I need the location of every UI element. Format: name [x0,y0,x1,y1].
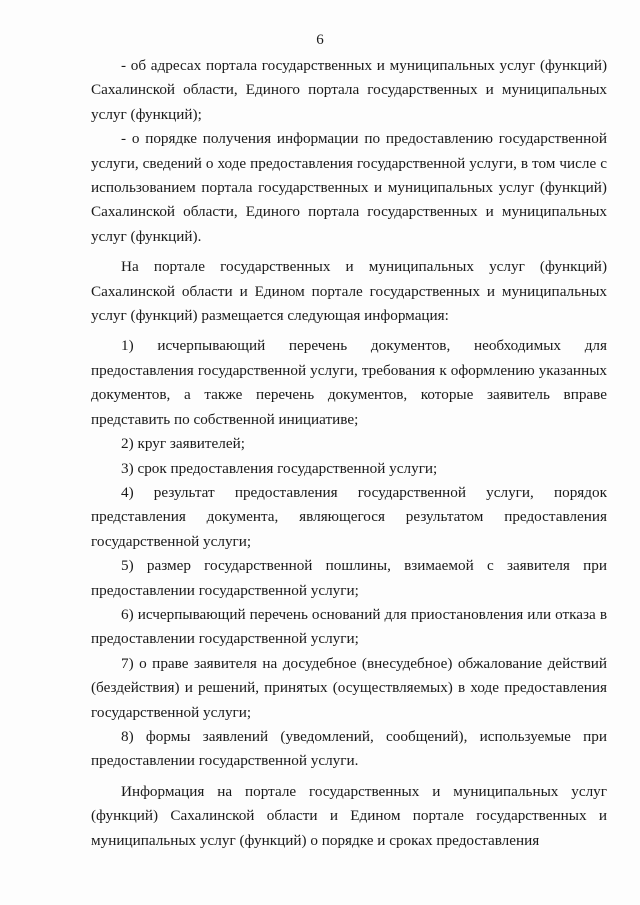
list-item: 4) результат предоставления государственной услуги, порядок представления документа, являющегося результатом предоставления государственной услуги; [91,483,607,550]
paragraph: На портале государственных и муниципальных услуг (функций) Сахалинской области и Едином портале государственных и муниципальных услуг (функций) размещается следующая информация: [91,258,607,325]
list-item: 2) круг заявителей; [121,435,245,453]
list-item: 8) формы заявлений (уведомлений, сообщений), используемые при предоставлении государственной услуги. [91,727,607,770]
paragraph: - об адресах портала государственных и муниципальных услуг (функций) Сахалинской области, Единого портала государственных и муниципальных услуг (функций); [91,57,607,123]
list-item: 5) размер государственной пошлины, взимаемой с заявителя при предоставлении государственной услуги; [91,557,607,599]
paragraph: - о порядке получения информации по предоставлению государственной услуги, сведений о ходе предоставления государственной услуги, в том числе с использованием портала государственных и муниципальных услуг (функций) Сахалинской области, Единого портала государственных и муниципальных услуг (функций). [91,130,607,245]
list-item: 3) срок предоставления государственной услуги; [121,459,438,477]
list-item: 6) исчерпывающий перечень оснований для приостановления или отказа в предоставлении государственной услуги; [91,605,607,648]
page-body [91,54,607,853]
page-number: 6 [316,32,324,48]
list-item: 7) о праве заявителя на досудебное (внесудебное) обжалование действий (бездействия) и решений, принятых (осуществляемых) в ходе предоставления государственной услуги; [91,654,607,721]
paragraph: Информация на портале государственных и муниципальных услуг (функций) Сахалинской области и Едином портале государственных и муниципальных услуг (функций) о порядке и сроках предоставления [91,782,607,849]
list-item: 1) исчерпывающий перечень документов, необходимых для предоставления государственной услуги, требования к оформлению указанных документов, а также перечень документов, которые заявитель вправе представить по собственной инициативе; [91,337,607,428]
